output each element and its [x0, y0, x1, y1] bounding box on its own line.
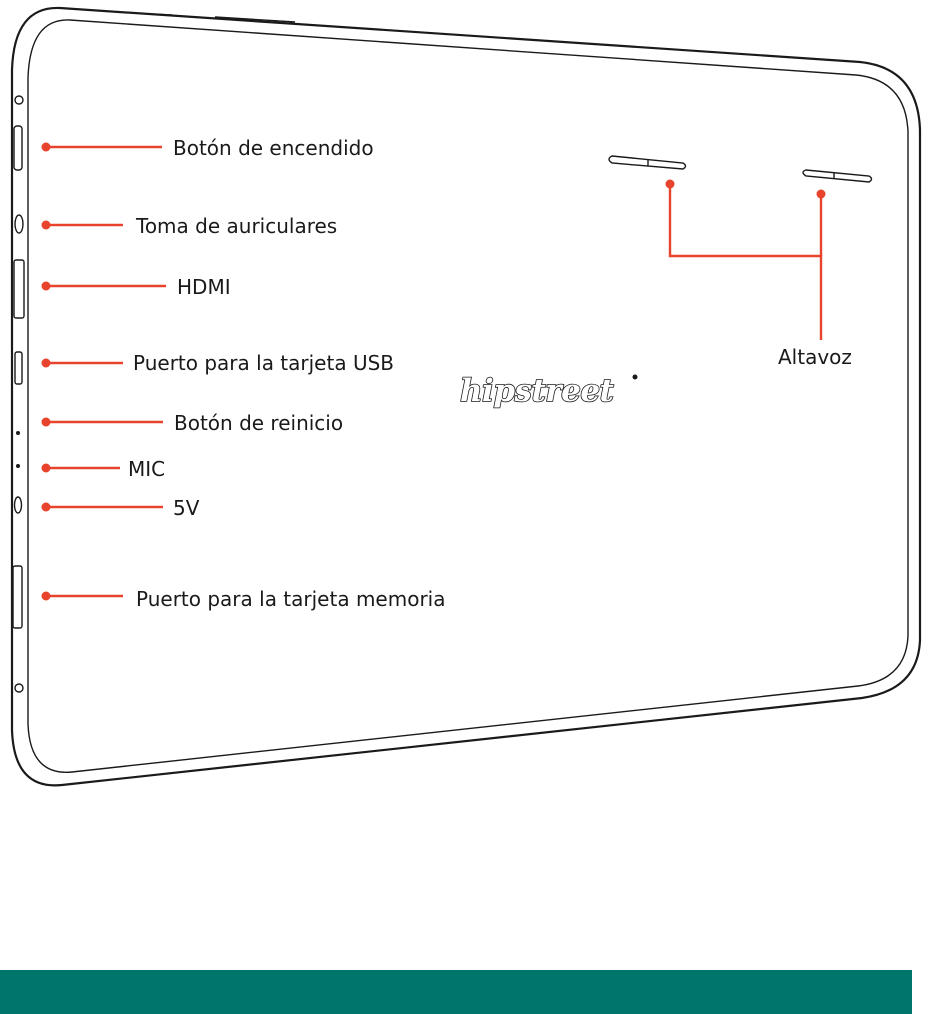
leader-speaker [670, 184, 821, 340]
dot-usb-port [42, 359, 51, 368]
dot-power-button [42, 143, 51, 152]
dot-power-5v [42, 503, 51, 512]
dot-headphone-jack [42, 221, 51, 230]
dot-memory-card-slot [42, 592, 51, 601]
hdmi-port-icon [14, 260, 24, 318]
mic-icon [16, 464, 20, 468]
label-usb-port: Puerto para la tarjeta USB [133, 351, 394, 375]
memory-card-slot-icon [13, 566, 22, 628]
dot-mic [42, 464, 51, 473]
speaker-grille-right-icon [803, 170, 872, 182]
brand-logo: hipstreet [460, 373, 614, 409]
power-button-icon [14, 126, 22, 170]
label-memory-card-slot: Puerto para la tarjeta memoria [136, 587, 446, 611]
headphone-jack-icon [15, 215, 23, 233]
label-power-button: Botón de encendido [173, 136, 374, 160]
usb-port-icon [15, 352, 22, 384]
side-port-top-icon [15, 96, 23, 104]
label-mic: MIC [128, 457, 166, 481]
top-edge-button [150, 14, 172, 15]
reset-button-icon [16, 431, 20, 435]
label-hdmi-port: HDMI [177, 275, 231, 299]
power-5v-icon [15, 497, 22, 513]
footer-bar [0, 970, 912, 1014]
side-port-bottom-icon [15, 684, 23, 692]
dot-speaker-right [817, 190, 826, 199]
dot-speaker-left [666, 180, 675, 189]
dot-reset-button [42, 418, 51, 427]
label-reset-button: Botón de reinicio [174, 411, 344, 435]
label-power-5v: 5V [173, 496, 200, 520]
speaker-grille-left-icon [609, 156, 686, 169]
brand-logo-dot [633, 375, 638, 380]
dot-hdmi-port [42, 282, 51, 291]
label-headphone-jack: Toma de auriculares [136, 214, 338, 238]
label-speaker: Altavoz [778, 345, 852, 369]
